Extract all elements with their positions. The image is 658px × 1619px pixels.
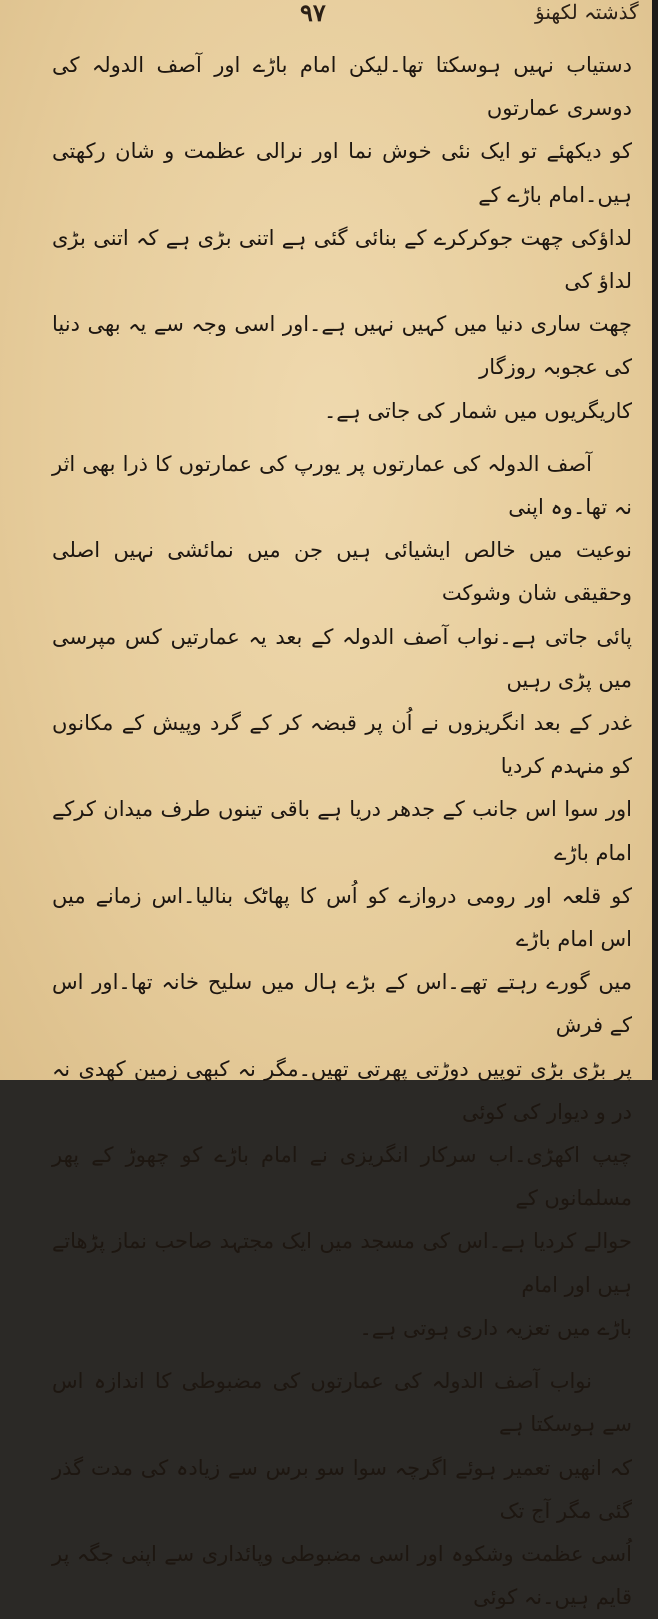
text-line: باڑے میں تعزیہ داری ہوتی ہے۔ (359, 1315, 632, 1340)
text-line: کو قلعہ اور رومی دروازے کو اُس کا پھاٹک بنالیا۔اس زمانے میں اس امام باڑے (52, 883, 632, 952)
text-line: اُسی عظمت وشکوہ اور اسی مضبوطی وپائداری سے اپنی جگہ پر قایم ہیں۔نہ کوئی (52, 1541, 632, 1610)
page-number: ۹۷ (300, 0, 326, 27)
text-line: حوالے کردیا ہے۔اس کی مسجد میں ایک مجتہد صاحب نماز پڑھاتے ہیں اور امام (52, 1229, 632, 1297)
text-line: پائی جاتی ہے۔نواب آصف الدولہ کے بعد یہ عمارتیں کس مپرسی میں پڑی رہیں (52, 624, 632, 692)
text-line: غدر کے بعد انگریزوں نے اُن پر قبضہ کر کے گرد وپیش کے مکانوں کو منہدم کردیا (52, 711, 632, 779)
text-line: چھت ساری دنیا میں کہیں نہیں ہے۔اور اسی وجہ سے یہ بھی دنیا کی عجوبہ روزگار (52, 312, 632, 380)
text-line: لداؤکی چھت جوکرکرے کے بنائی گئی ہے اتنی بڑی ہے کہ اتنی بڑی لداؤ کی (52, 225, 632, 294)
text-line: میں گورے رہتے تھے۔اس کے بڑے ہال میں سلیح خانہ تھا۔اور اس کے فرش (52, 970, 632, 1038)
paragraph (52, 443, 632, 1350)
text-line: نواب آصف الدولہ کی عمارتوں کی مضبوطی کا اندازہ اس سے ہوسکتا ہے (52, 1369, 632, 1437)
page-edge-shadow (652, 0, 658, 1080)
text-line: کہ انھیں تعمیر ہوئے اگرچہ سوا سو برس سے زیادہ کی مدت گذر گئی مگر آج تک (52, 1455, 632, 1523)
text-line: کاریگریوں میں شمار کی جاتی ہے۔ (323, 398, 632, 423)
paragraph (52, 1360, 632, 1619)
text-line: چیپ اکھڑی۔اب سرکار انگریزی نے امام باڑے کو چھوڑ کے پھر مسلمانوں کے (52, 1143, 632, 1211)
text-line: اور سوا اس جانب کے جدھر دریا ہے باقی تینوں طرف میدان کرکے امام باڑے (52, 797, 632, 865)
text-line: دستیاب نہیں ہوسکتا تھا۔لیکن امام باڑے اور آصف الدولہ کی دوسری عمارتوں (52, 53, 632, 121)
body-text (52, 44, 632, 1619)
text-line: آصف الدولہ کی عمارتوں پر یورپ کی عمارتوں کا ذرا بھی اثر نہ تھا۔وہ اپنی (52, 451, 632, 520)
paragraph (52, 44, 632, 433)
text-line: کو دیکھئے تو ایک نئی خوش نما اور نرالی عظمت و شان رکھتی ہیں۔امام باڑے کے (52, 139, 632, 207)
page-header (0, 0, 652, 36)
running-title: گذشتہ لکھنؤ (535, 0, 639, 24)
text-line: پر بڑی بڑی توپیں دوڑتی پھرتی تھیں۔مگر نہ کبھی زمین کھدی نہ در و دیوار کی کوئی (52, 1056, 632, 1124)
text-line: نوعیت میں خالص ایشیائی ہیں جن میں نمائشی نہیں اصلی وحقیقی شان وشوکت (52, 538, 632, 606)
